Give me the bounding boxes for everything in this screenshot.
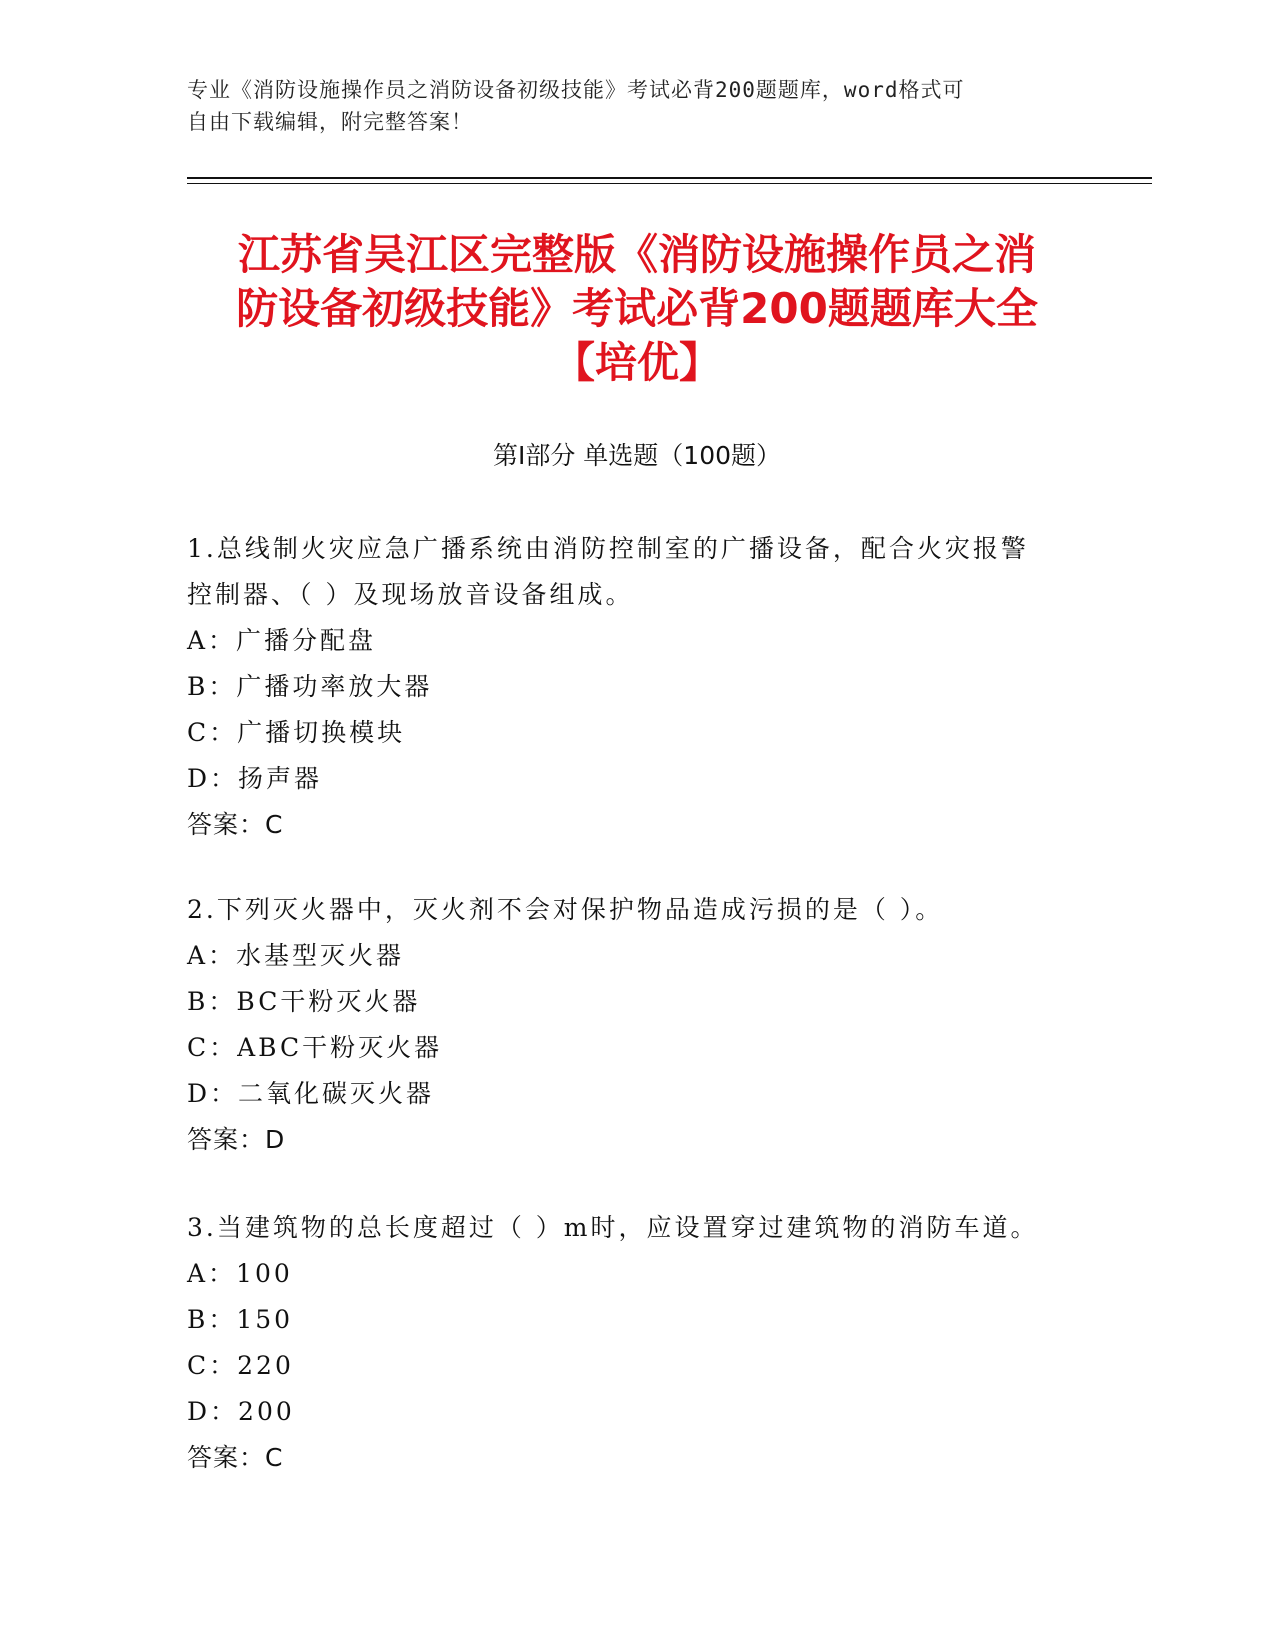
title-line: 江苏省吴江区完整版《消防设施操作员之消 bbox=[237, 230, 1036, 279]
header-divider-thick bbox=[187, 177, 1152, 179]
option-b: B：广播功率放大器 bbox=[187, 672, 433, 701]
option-b: B：150 bbox=[187, 1305, 294, 1334]
answer-line: 答案：D bbox=[187, 1125, 286, 1154]
title-line: 防设备初级技能》考试必背200题题库大全 bbox=[236, 284, 1038, 333]
header-note-line: 自由下载编辑，附完整答案！ bbox=[187, 110, 473, 134]
question-stem: 1.总线制火灾应急广播系统由消防控制室的广播设备，配合火灾报警 bbox=[187, 534, 1029, 563]
option-b: B：BC干粉灭火器 bbox=[187, 987, 421, 1016]
option-d: D：200 bbox=[187, 1397, 295, 1426]
section-heading: 第I部分 单选题（100题） bbox=[492, 441, 782, 470]
question-item bbox=[187, 526, 1067, 848]
option-a: A：100 bbox=[187, 1259, 293, 1288]
title-line: 【培优】 bbox=[552, 338, 721, 387]
question-item bbox=[187, 887, 1067, 1163]
option-c: C：220 bbox=[187, 1351, 294, 1380]
header-note bbox=[187, 74, 1067, 138]
option-d: D：扬声器 bbox=[187, 764, 323, 793]
question-stem: 2.下列灭火器中，灭火剂不会对保护物品造成污损的是（ ）。 bbox=[187, 895, 944, 924]
answer-line: 答案：C bbox=[187, 810, 284, 839]
option-a: A：水基型灭火器 bbox=[187, 941, 405, 970]
option-c: C：广播切换模块 bbox=[187, 718, 406, 747]
header-divider-thin bbox=[187, 183, 1152, 184]
question-stem: 控制器、（ ）及现场放音设备组成。 bbox=[187, 580, 634, 609]
question-stem: 3.当建筑物的总长度超过（ ）m时，应设置穿过建筑物的消防车道。 bbox=[187, 1213, 1039, 1242]
question-item bbox=[187, 1205, 1067, 1481]
option-d: D：二氧化碳灭火器 bbox=[187, 1079, 435, 1108]
answer-line: 答案：C bbox=[187, 1443, 284, 1472]
option-a: A：广播分配盘 bbox=[187, 626, 377, 655]
option-c: C：ABC干粉灭火器 bbox=[187, 1033, 443, 1062]
document-title bbox=[187, 228, 1087, 390]
header-note-line: 专业《消防设施操作员之消防设备初级技能》考试必背200题题库，word格式可 bbox=[187, 78, 965, 102]
